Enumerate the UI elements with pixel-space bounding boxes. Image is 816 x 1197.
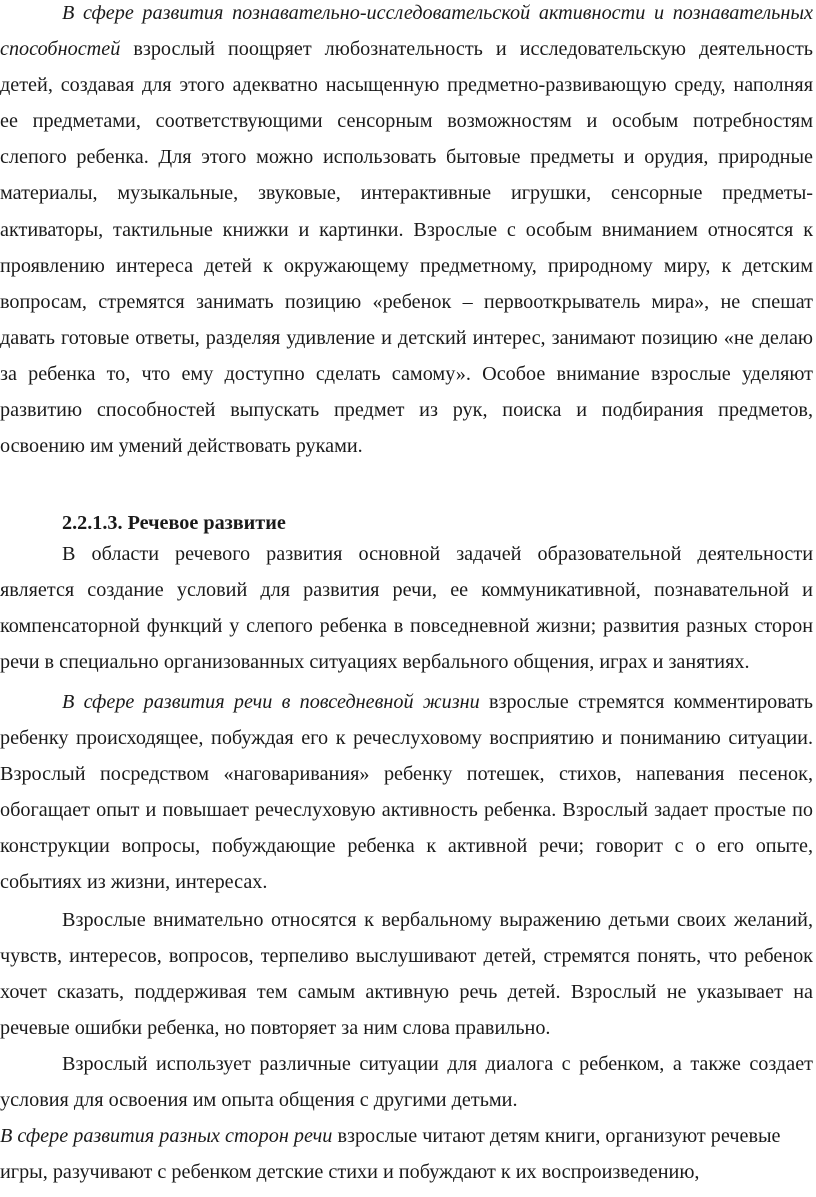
paragraph-speech-aspects-line-1 <box>0 1118 813 1154</box>
paragraph-body: взрослый поощряет любознательность и исследовательскую деятельность детей, создавая для этого адекватно насыщенную предметно-развивающую среду, наполняя ее предметами, соответствующими сенсорным возможностям и особым потребностям слепого ребенка. Для этого можно использовать бытовые предметы и орудия, природные материалы, музыкальные, звуковые, интерактивные игрушки, сенсорные предметы-активаторы, тактильные книжки и картинки. Взрослые с особым вниманием относятся к проявлению интереса детей к окружающему предметному, природному миру, к детским вопросам, стремятся занимать позицию «ребенок – первооткрыватель мира», не спешат давать готовые ответы, разделяя удивление и детский интерес, занимают позицию «не делаю за ребенка то, что ему доступно сделать самому». Особое внимание взрослые уделяют развитию способностей выпускать предмет из рук, поиска и подбирания предметов, освоению им умений действовать руками. <box>0 38 813 458</box>
paragraph-body: взрослые стремятся комментировать ребенку происходящее, побуждая его к речеслуховому восприятию и пониманию ситуации. Взрослый посредством «наговаривания» ребенку потешек, стихов, напевания песенок, обогащает опыт и повышает речеслуховую активность ребенка. Взрослый задает простые по конструкции вопросы, побуждающие ребенка к активной речи; говорит с о его опыте, событиях из жизни, интересах. <box>0 691 813 894</box>
paragraph-verbal-expression: Взрослые внимательно относятся к вербальному выражению детьми своих желаний, чувств, интересов, вопросов, терпеливо выслушивают детей, стремятся понять, что ребенок хочет сказать, поддерживая тем самым активную речь детей. Взрослый не указывает на речевые ошибки ребенка, но повторяет за ним слова правильно. <box>0 909 813 1040</box>
paragraph-speech-aspects-line-2: игры, разучивают с ребенком детские стихи и побуждают к их воспроизведению, <box>0 1161 700 1183</box>
paragraph-lead-italic: В сфере развития речи в повседневной жизни <box>62 691 480 713</box>
paragraph-lead-italic: В сфере развития познавательно-исследовательской активности и познавательных способностей <box>0 2 813 61</box>
paragraph-speech-everyday <box>0 684 813 901</box>
paragraph-speech-goal: В области речевого развития основной задачей образовательной деятельности является создание условий для развития речи, ее коммуникативной, познавательной и компенсаторной функций у слепого ребенка в повседневной жизни; развития разных сторон речи в специально организованных ситуациях вербального общения, играх и занятиях. <box>0 543 813 674</box>
paragraph-cognitive-development <box>0 0 813 464</box>
paragraph-body: взрослые читают детям книги, организуют речевые <box>332 1125 781 1147</box>
section-heading: 2.2.1.3. Речевое развитие <box>62 512 286 534</box>
paragraph-lead-italic: В сфере развития разных сторон речи <box>0 1125 333 1147</box>
paragraph-dialogue: Взрослый использует различные ситуации для диалога с ребенком, а также создает условия для освоения им опыта общения с другими детьми. <box>0 1053 813 1112</box>
